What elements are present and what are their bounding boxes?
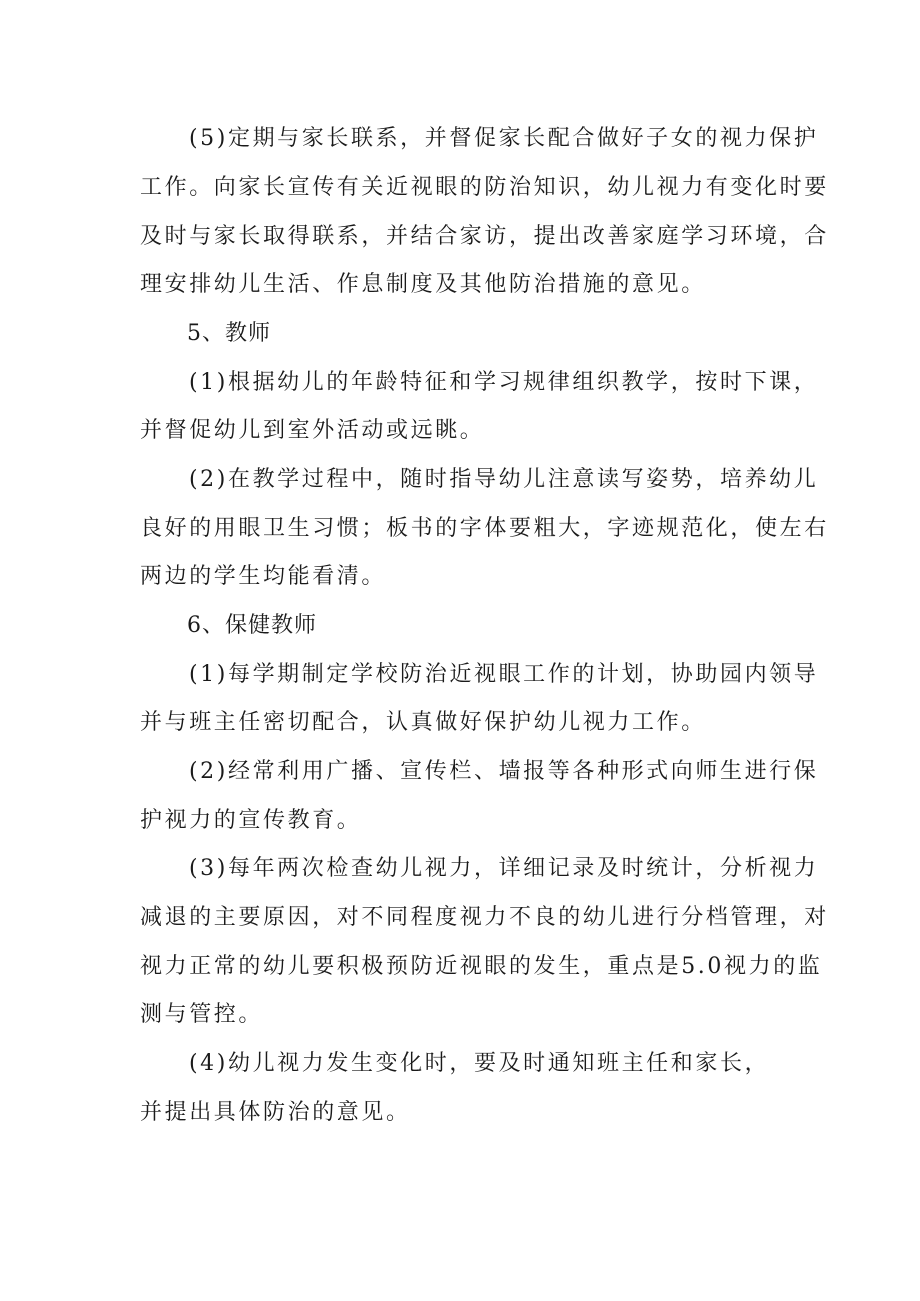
text-line-health-4-2: 并提出具体防治的意见。 (140, 1100, 411, 1125)
text-line-health-2-1: (2)经常利用广播、宣传栏、墙报等各种形式向师生进行保 (189, 759, 819, 784)
text-line-teacher-2-3: 两边的学生均能看清。 (140, 564, 387, 589)
text-line-health-4-1: (4)幼儿视力发生变化时，要及时通知班主任和家长， (189, 1051, 770, 1076)
section-heading-teacher: 5、教师 (187, 321, 271, 346)
text-line-health-3-4: 测与管控。 (140, 1002, 264, 1027)
text-line-teacher-2-1: (2)在教学过程中，随时指导幼儿注意读写姿势，培养幼儿 (189, 467, 819, 492)
text-line-health-1-2: 并与班主任密切配合，认真做好保护幼儿视力工作。 (140, 710, 706, 735)
text-line-health-3-3: 视力正常的幼儿要积极预防近视眼的发生，重点是5.0视力的监 (140, 954, 823, 979)
text-line-health-3-1: (3)每年两次检查幼儿视力，详细记录及时统计，分析视力 (189, 856, 819, 881)
text-line-teacher-1-2: 并督促幼儿到室外活动或远眺。 (140, 418, 485, 443)
text-line-teacher-2-2: 良好的用眼卫生习惯；板书的字体要粗大，字迹规范化，使左右 (140, 516, 829, 541)
text-line-5-1: (5)定期与家长联系，并督促家长配合做好子女的视力保护 (189, 126, 819, 151)
text-line-teacher-1-1: (1)根据幼儿的年龄特征和学习规律组织教学，按时下课， (189, 370, 819, 395)
text-line-5-4: 理安排幼儿生活、作息制度及其他防治措施的意见。 (140, 272, 706, 297)
text-line-5-3: 及时与家长取得联系，并结合家访，提出改善家庭学习环境，合 (140, 224, 829, 249)
text-line-health-3-2: 减退的主要原因，对不同程度视力不良的幼儿进行分档管理，对 (140, 905, 829, 930)
text-line-health-1-1: (1)每学期制定学校防治近视眼工作的计划，协助园内领导 (189, 662, 819, 687)
text-line-health-2-2: 护视力的宣传教育。 (140, 808, 362, 833)
text-line-5-2: 工作。向家长宣传有关近视眼的防治知识，幼儿视力有变化时要 (140, 175, 829, 200)
section-heading-health-teacher: 6、保健教师 (187, 613, 317, 638)
